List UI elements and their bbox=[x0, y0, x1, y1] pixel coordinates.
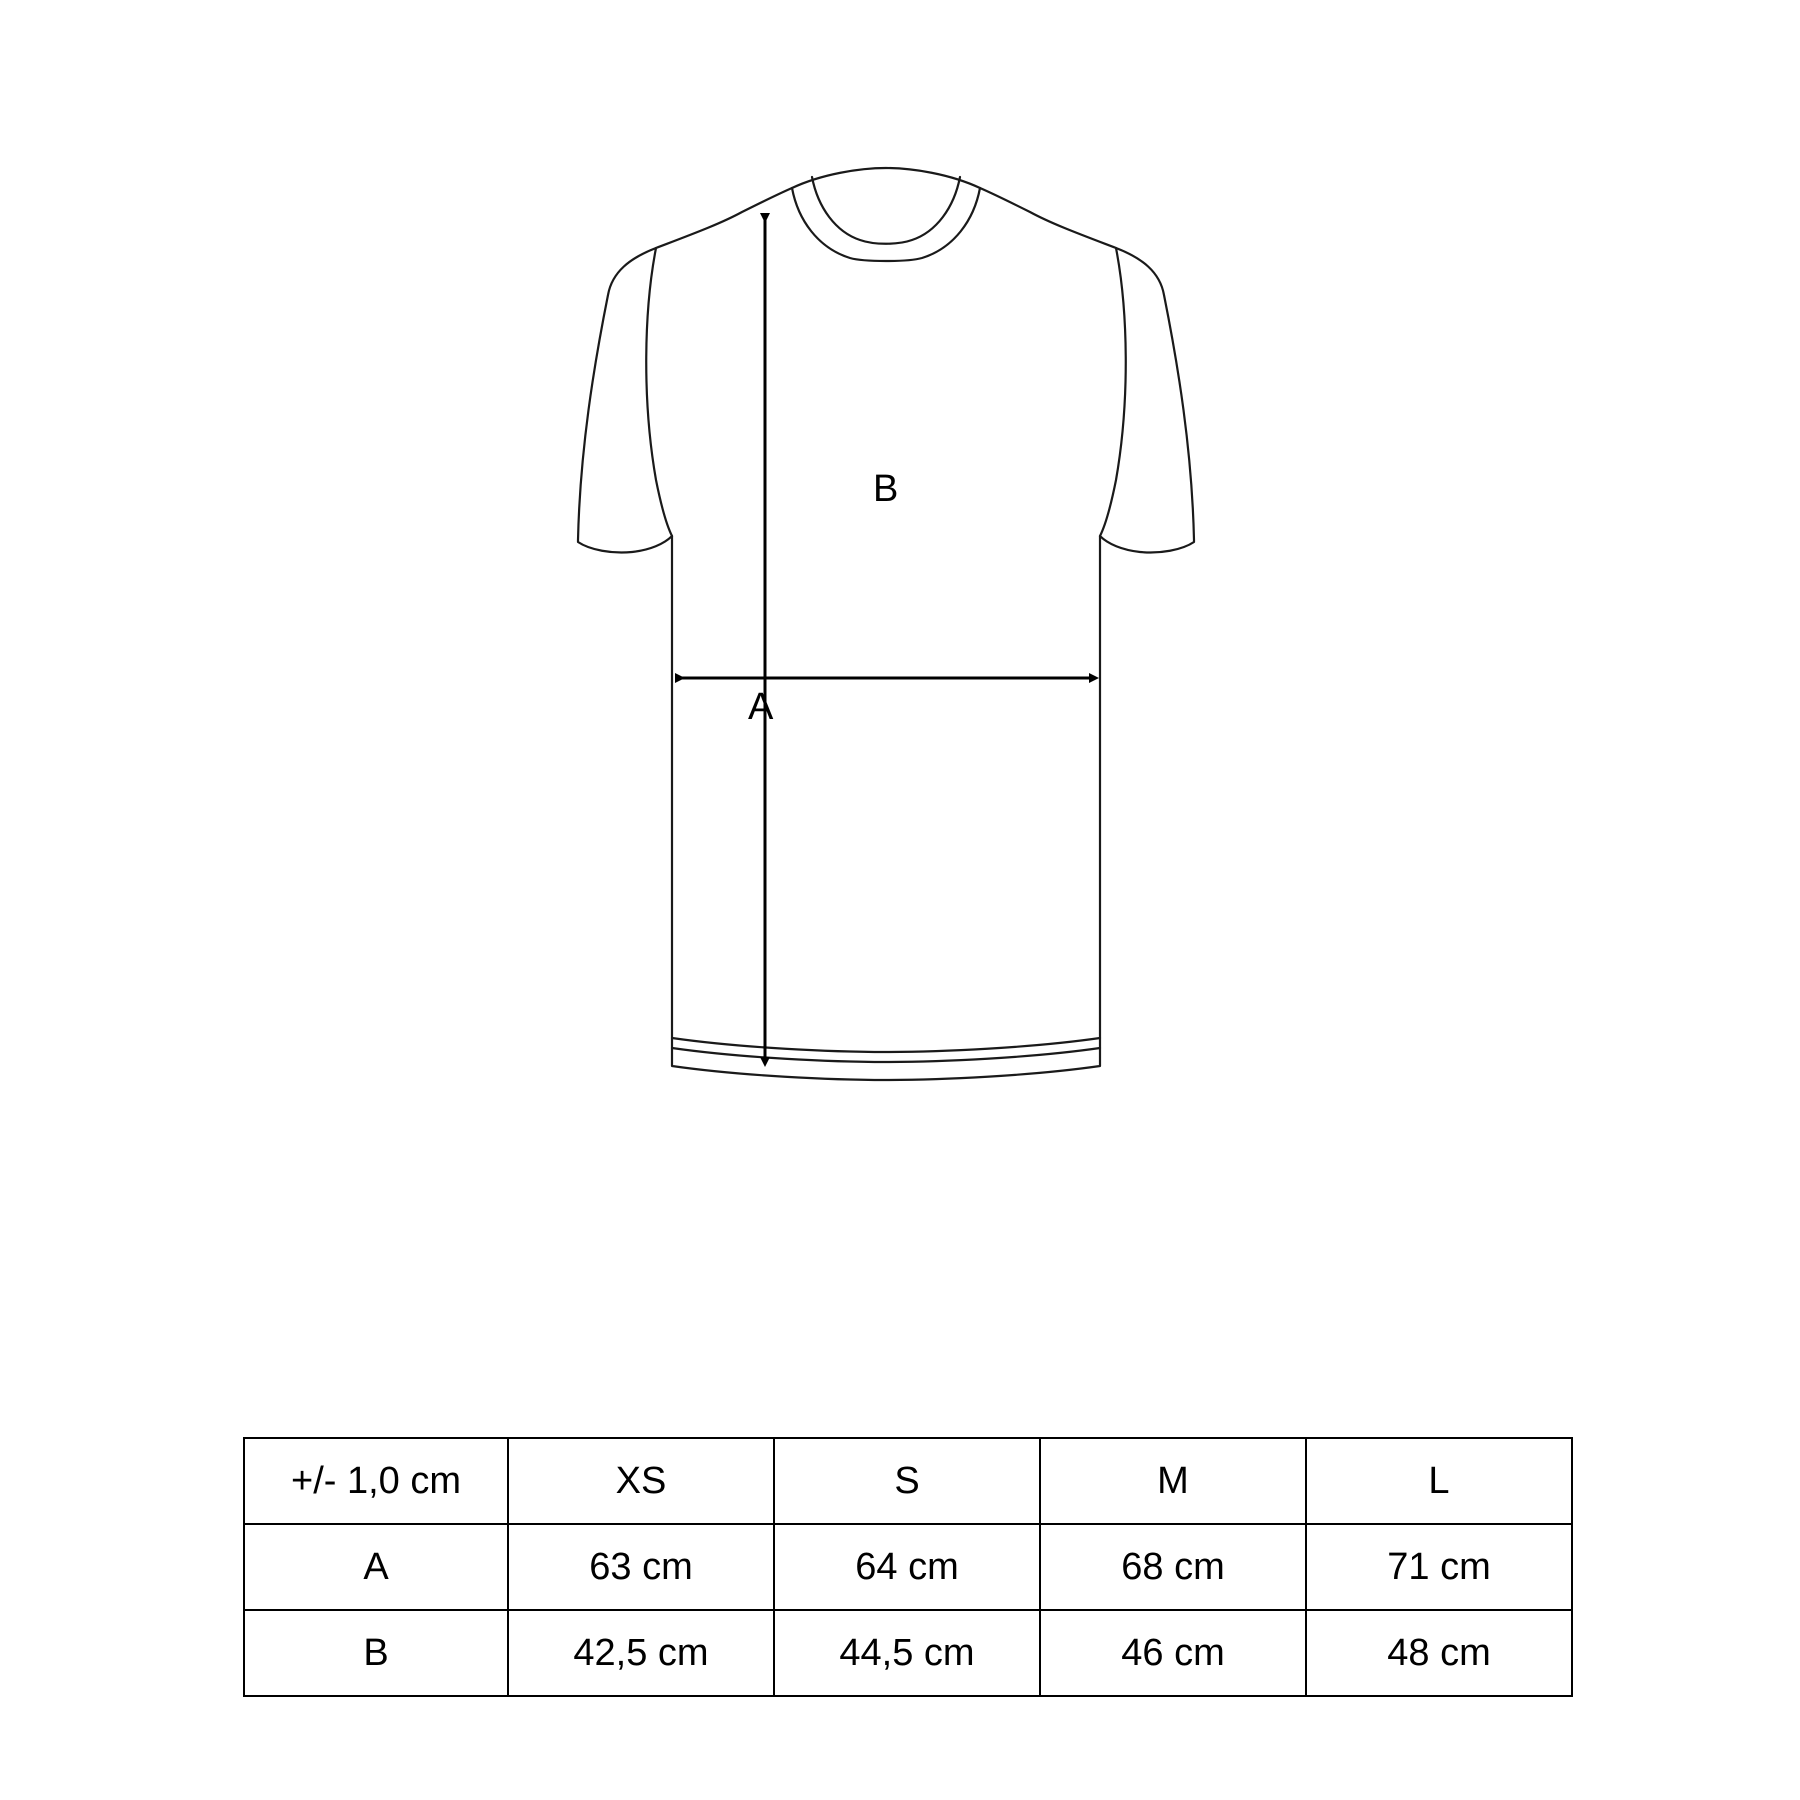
table-header-m: M bbox=[1040, 1438, 1306, 1524]
size-table-container bbox=[243, 1437, 1571, 1697]
cell-a-s: 64 cm bbox=[774, 1524, 1040, 1610]
garment-outline bbox=[578, 168, 1194, 1080]
table-header-row bbox=[244, 1438, 1572, 1524]
table-row bbox=[244, 1610, 1572, 1696]
dimension-label-a: A bbox=[748, 686, 774, 728]
cell-b-m: 46 cm bbox=[1040, 1610, 1306, 1696]
table-header-xs: XS bbox=[508, 1438, 774, 1524]
row-label-a: A bbox=[244, 1524, 508, 1610]
table-header-l: L bbox=[1306, 1438, 1572, 1524]
cell-a-m: 68 cm bbox=[1040, 1524, 1306, 1610]
cell-b-l: 48 cm bbox=[1306, 1610, 1572, 1696]
garment-diagram bbox=[560, 150, 1200, 1100]
size-table bbox=[243, 1437, 1573, 1697]
cell-a-l: 71 cm bbox=[1306, 1524, 1572, 1610]
table-header-tolerance: +/- 1,0 cm bbox=[244, 1438, 508, 1524]
garment-illustration bbox=[560, 150, 1200, 1100]
dimension-label-b: B bbox=[873, 468, 899, 510]
table-row bbox=[244, 1524, 1572, 1610]
cell-b-xs: 42,5 cm bbox=[508, 1610, 774, 1696]
dimension-arrows bbox=[680, 218, 1094, 1062]
cell-b-s: 44,5 cm bbox=[774, 1610, 1040, 1696]
row-label-b: B bbox=[244, 1610, 508, 1696]
cell-a-xs: 63 cm bbox=[508, 1524, 774, 1610]
table-header-s: S bbox=[774, 1438, 1040, 1524]
